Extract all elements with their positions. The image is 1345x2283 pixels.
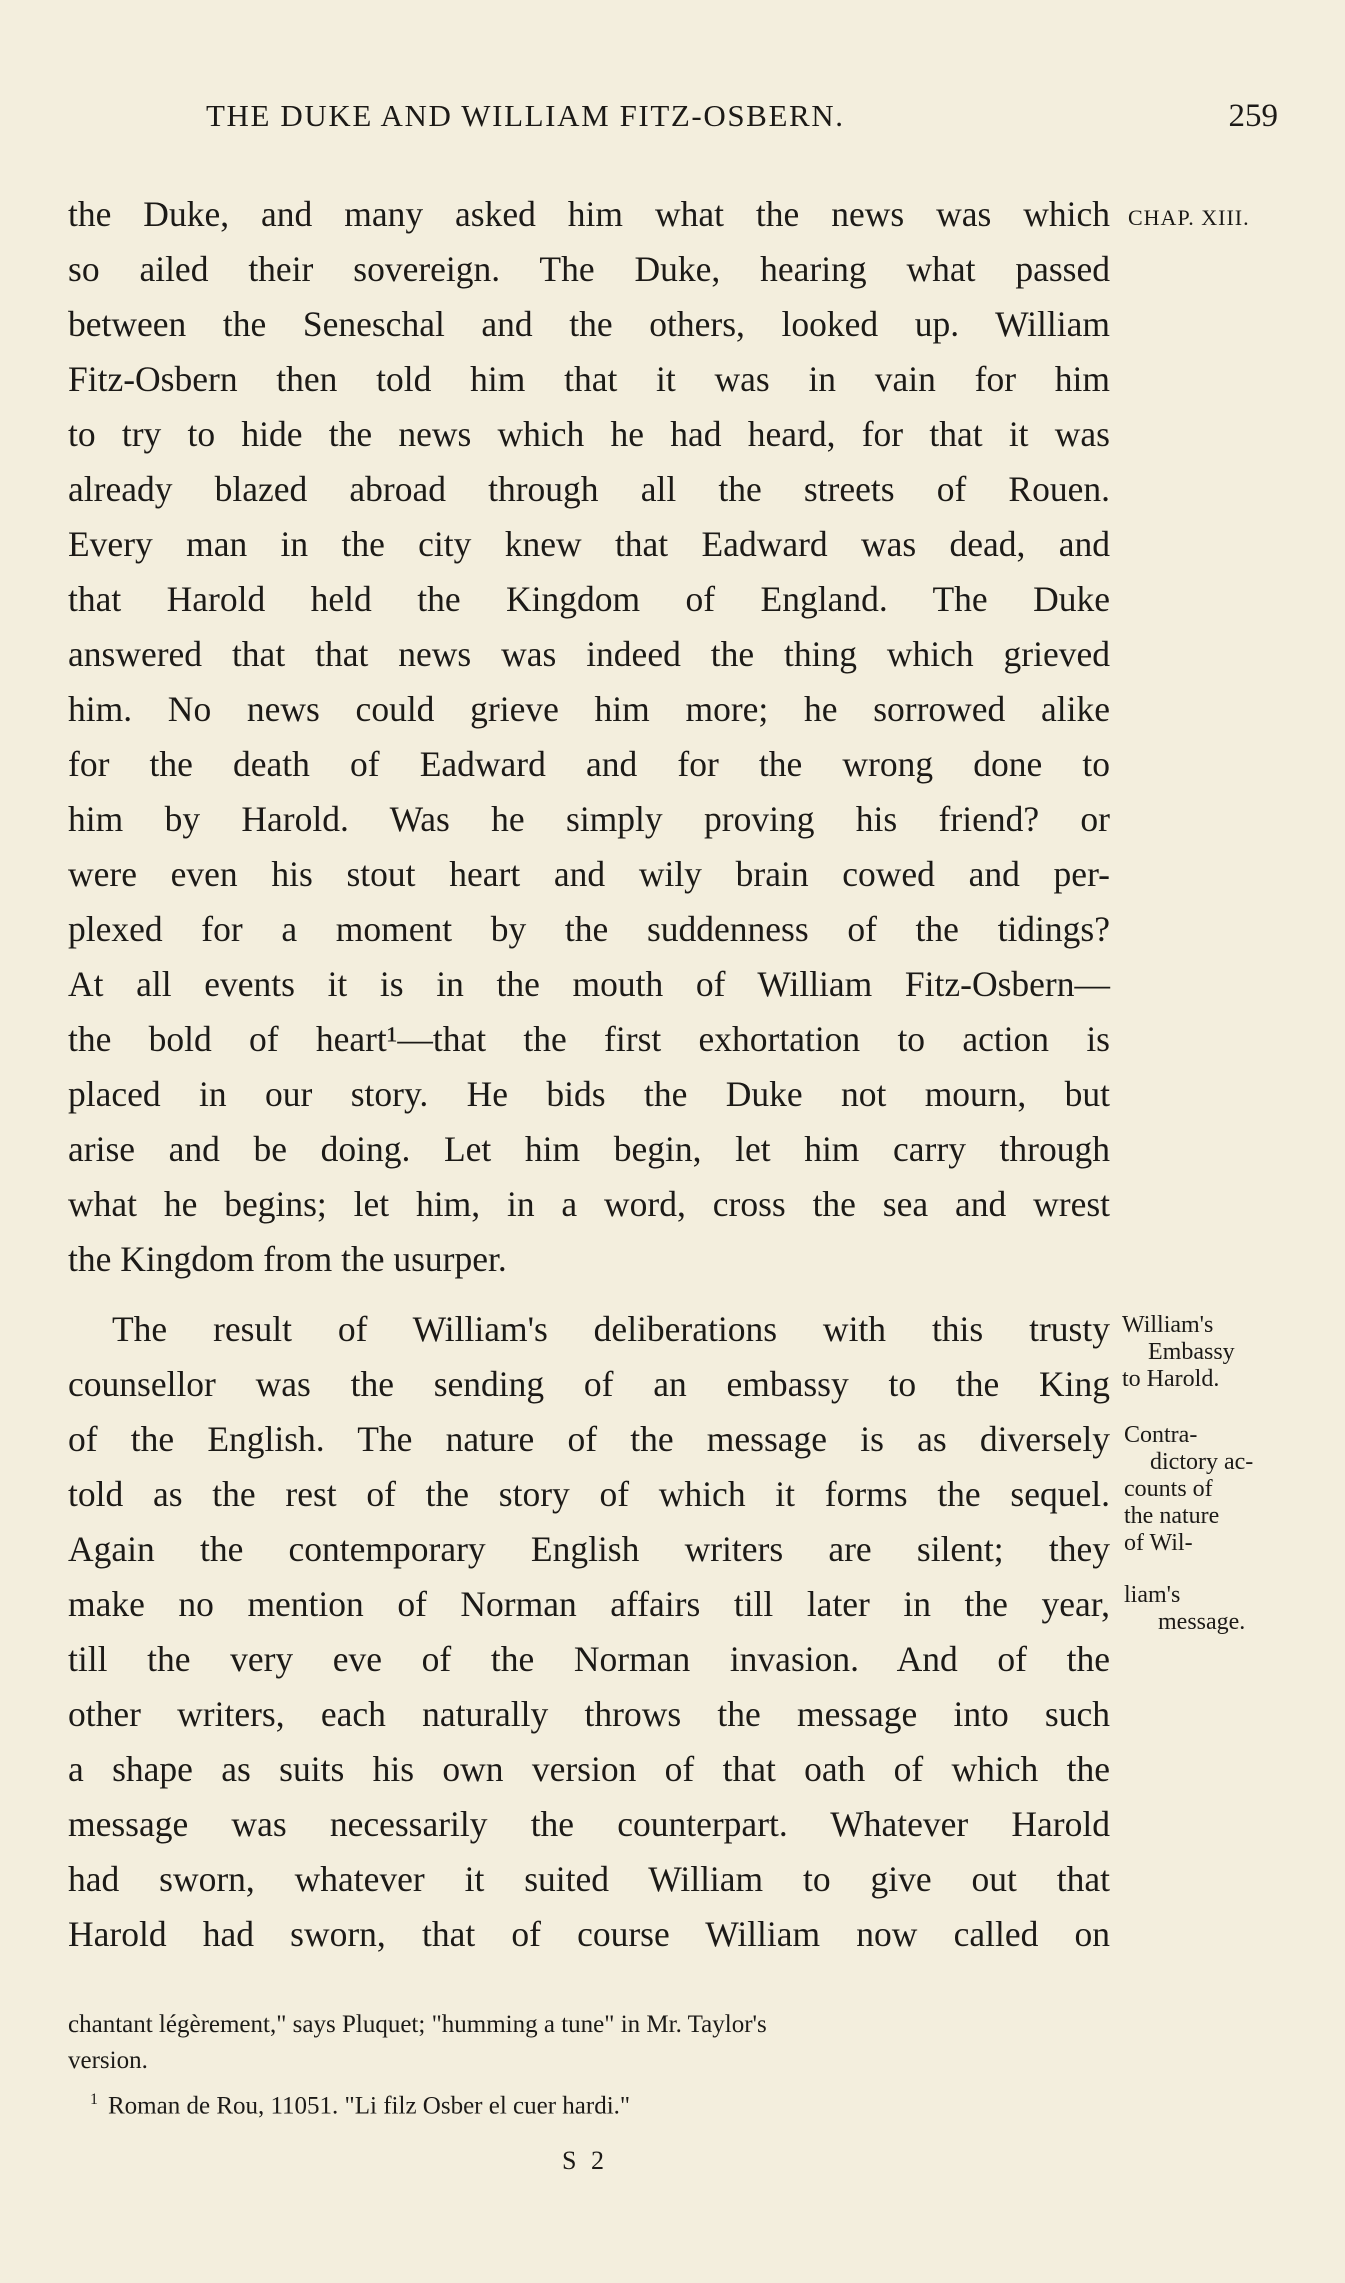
body-line: other writers, each naturally throws the message into such — [68, 1694, 1110, 1734]
body-line: Harold had sworn, that of course William now called on — [68, 1914, 1110, 1954]
body-line: for the death of Eadward and for the wrong done to — [68, 744, 1110, 784]
body-line: placed in our story. He bids the Duke not mourn, but — [68, 1074, 1110, 1114]
body-line: already blazed abroad through all the streets of Rouen. — [68, 469, 1110, 509]
margin-note-line: to Harold. — [1122, 1366, 1220, 1392]
body-line: message was necessarily the counterpart. Whatever Harold — [68, 1804, 1110, 1844]
margin-note-line: counts of — [1124, 1476, 1213, 1502]
signature-mark: S 2 — [562, 2146, 608, 2175]
footnote-continued-line: chantant légèrement," says Pluquet; "humming a tune" in Mr. Taylor's — [68, 2011, 767, 2038]
margin-note-line: dictory ac- — [1150, 1449, 1254, 1475]
body-line: Every man in the city knew that Eadward was dead, and — [68, 524, 1110, 564]
body-line: Fitz-Osbern then told him that it was in vain for him — [68, 359, 1110, 399]
body-line: that Harold held the Kingdom of England. The Duke — [68, 579, 1110, 619]
body-line: a shape as suits his own version of that oath of which the — [68, 1749, 1110, 1789]
body-line: the Kingdom from the usurper. — [68, 1239, 507, 1279]
body-line: between the Seneschal and the others, looked up. William — [68, 304, 1110, 344]
body-line: of the English. The nature of the message is as diversely — [68, 1419, 1110, 1459]
body-line: him by Harold. Was he simply proving his friend? or — [68, 799, 1110, 839]
page-number: 259 — [1228, 98, 1278, 134]
margin-note-line: Embassy — [1148, 1339, 1235, 1365]
body-line: were even his stout heart and wily brain cowed and per- — [68, 854, 1110, 894]
body-line: counsellor was the sending of an embassy to the King — [68, 1364, 1110, 1404]
body-line: Again the contemporary English writers are silent; they — [68, 1529, 1110, 1569]
body-line: what he begins; let him, in a word, cross the sea and wrest — [68, 1184, 1110, 1224]
body-line: so ailed their sovereign. The Duke, hearing what passed — [68, 249, 1110, 289]
margin-note-line: Contra- — [1124, 1422, 1198, 1448]
body-line: the bold of heart¹—that the first exhortation to action is — [68, 1019, 1110, 1059]
running-head — [68, 98, 1278, 142]
margin-note-line: William's — [1122, 1312, 1214, 1338]
footnote-text: Roman de Rou, 11051. "Li filz Osber el cuer hardi." — [108, 2092, 631, 2120]
body-line: plexed for a moment by the suddenness of the tidings? — [68, 909, 1110, 949]
body-line: At all events it is in the mouth of William Fitz-Osbern— — [68, 964, 1110, 1004]
body-line: The result of William's deliberations with this trusty — [112, 1309, 1110, 1349]
footnote-1 — [90, 2085, 1130, 2121]
body-line: make no mention of Norman affairs till later in the year, — [68, 1584, 1110, 1624]
body-line: to try to hide the news which he had heard, for that it was — [68, 414, 1110, 454]
footnote-marker: 1 — [90, 2091, 98, 2108]
margin-note-line: of Wil- — [1124, 1530, 1193, 1556]
running-title: THE DUKE AND WILLIAM FITZ-OSBERN. — [206, 98, 845, 133]
chapter-margin-note: CHAP. XIII. — [1128, 205, 1250, 230]
footnote-continued-line: version. — [68, 2047, 148, 2074]
margin-note-line: liam's — [1124, 1582, 1181, 1608]
body-line: him. No news could grieve him more; he sorrowed alike — [68, 689, 1110, 729]
body-line: had sworn, whatever it suited William to give out that — [68, 1859, 1110, 1899]
body-line: told as the rest of the story of which it forms the sequel. — [68, 1474, 1110, 1514]
body-line: the Duke, and many asked him what the news was which — [68, 194, 1110, 234]
body-line: arise and be doing. Let him begin, let him carry through — [68, 1129, 1110, 1169]
margin-note-line: message. — [1158, 1609, 1246, 1635]
body-line: till the very eve of the Norman invasion. And of the — [68, 1639, 1110, 1679]
body-line: answered that that news was indeed the thing which grieved — [68, 634, 1110, 674]
margin-note-line: the nature — [1124, 1503, 1220, 1529]
